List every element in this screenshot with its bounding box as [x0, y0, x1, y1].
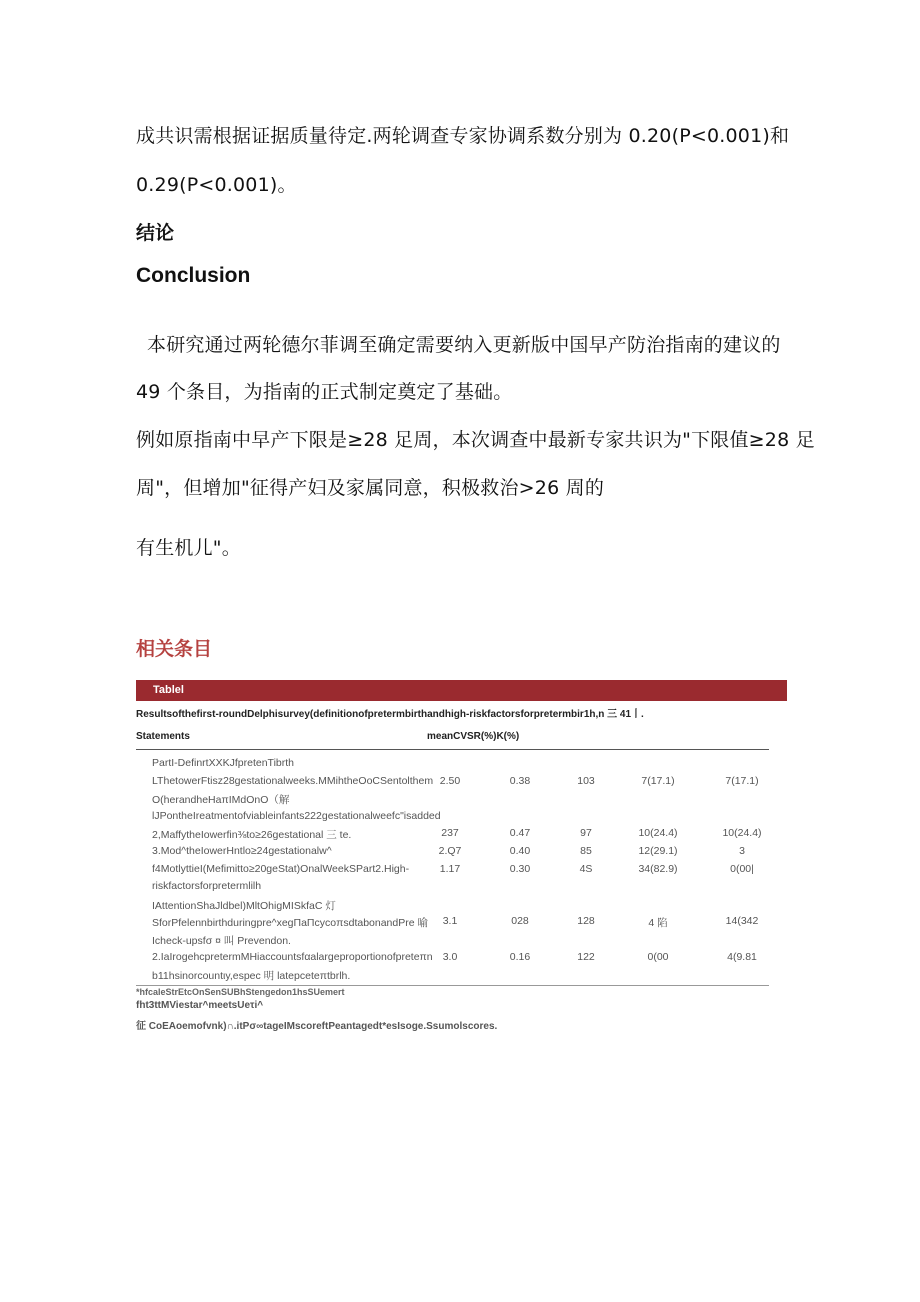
table-footnote-3: 征 CoEAoemofvnk)∩.itPσ∞tageIMscoreftPeantagedt*esIsoge.Ssumolscores. [136, 1021, 498, 1032]
paragraph-2-line-2: 49 个条目，为指南的正式制定奠定了基础。 [136, 381, 513, 403]
table-cell-c2: 0.16 [509, 950, 531, 963]
table-cell-c3: 103 [577, 774, 595, 787]
table-cell-c2: 0.40 [509, 845, 531, 857]
header-metrics: meanCVSR(%)K(%) [427, 731, 520, 742]
paragraph-3-line-3: 有生机儿"。 [136, 537, 241, 559]
table-cell-c3: 85 [580, 845, 592, 857]
heading-conclusion-cn: 结论 [136, 222, 175, 244]
table-row-statement: PartI-DefinrtXXKJfpretenTibrth [152, 757, 294, 769]
paragraph-3-line-1: 例如原指南中早产下限是≥28 足周，本次调查中最新专家共识为"下限值≥28 足 [136, 429, 815, 451]
table-row-statement: 3.Mod^theIowerHntlo≥24gestationalw^ [152, 845, 332, 857]
table-row-statement: b11hsinorcountιy,espec 明 latepceteπtbrlh. [152, 970, 351, 983]
paragraph-1-line-1: 成共识需根据证据质量待定.两轮调查专家协调系数分别为 0.20(P<0.001)和 [136, 125, 790, 147]
table-row-statement: O(herandheHaπIMdOnO（解 [152, 794, 290, 807]
heading-conclusion-en: Conclusion [136, 264, 251, 287]
table-cell-c5: 7(17.1) [725, 774, 759, 787]
table-cell-c3: 4S [579, 862, 593, 875]
paragraph-2-line-1: 本研究通过两轮德尔菲调至确定需要纳入更新版中国早产防治指南的建议的 [147, 334, 781, 356]
table-cell-c2: 0.38 [509, 774, 531, 787]
table-cell-c1: 3.1 [442, 915, 458, 928]
table-cell-c5: 0(00| [730, 862, 754, 875]
table-row-statement: lJPontheIreatmentofviableinfants222gestationalweefc"isadded [152, 809, 441, 822]
header-statements: Statements [136, 731, 190, 742]
table-cell-c5: 10(24.4) [722, 827, 762, 840]
table-cell-c3: 122 [577, 950, 595, 963]
table-cell-c4: 34(82.9) [638, 862, 678, 875]
table-row-statement: LThetowerFtisz28gestationalweeks.MMihtheOoCSentolthem [152, 774, 434, 787]
table-header-rule [136, 749, 769, 750]
table-cell-c1: 1.17 [439, 862, 461, 875]
table-cell-c3: 97 [580, 827, 592, 840]
table-cell-c4: 12(29.1) [638, 845, 678, 857]
table-cell-c4: 7(17.1) [641, 774, 675, 787]
table-title-bar: Tablel [136, 680, 787, 701]
table-cell-c1: 3.0 [442, 950, 458, 963]
table-cell-c1: 2.50 [439, 774, 461, 787]
table-cell-c3: 128 [577, 915, 595, 928]
table-cell-c1: 2.Q7 [438, 845, 462, 857]
table-row-statement: riskfactorsforpretermlilh [152, 880, 262, 893]
table-row-statement: IAttentionShaJldbel)MltOhigMISkfaC 灯 [152, 899, 336, 912]
table-row-statement: Icheck-upsfσ ¤ 叫 Prevendon. [152, 935, 291, 947]
table-cell-c4: 10(24.4) [638, 827, 678, 840]
table-cell-c1: 237 [441, 827, 459, 840]
table-cell-c2: 0.47 [509, 827, 531, 840]
table-cell-c2: 0.30 [509, 862, 531, 875]
table-cell-c5: 14(342 [725, 915, 759, 928]
table-row-statement: f4MotlyttieI(Mefimitto≥20geStat)OnalWeekSPart2.High- [152, 862, 410, 875]
table-row-statement: 2.IaIrogehcpretermMHiaccountsfαalargeproportionofpreteπn [152, 950, 433, 963]
table-row-statement: SforPfelennbirthduringpre^xegΠaΠcycoπsdtabonandPre 喻 [152, 917, 428, 930]
table-footnote-2: fht3ttMViestar^meetsUeτi^ [136, 1000, 264, 1011]
paragraph-1-line-2: 0.29(P<0.001)。 [136, 174, 297, 196]
table-cell-c5: 4(9.81 [727, 950, 757, 963]
table-footnote-1: *hfcaleStrEtcOnSenSUBhStengedon1hsSUemert [136, 987, 345, 997]
table-caption: Resultsofthefirst-roundDelphisurvey(definitionofpretermbirthandhigh-riskfactorsforpretermbir1h,n 三 41丨. [136, 709, 644, 720]
table-bottom-rule [136, 985, 769, 986]
table-cell-c4: 4 陷 [648, 917, 668, 930]
table-cell-c5: 3 [739, 845, 745, 857]
table-cell-c2: 028 [511, 915, 529, 928]
section-title-related: 相关条目 [136, 638, 213, 660]
paragraph-3-line-2: 周"，但增加"征得产妇及家属同意，积极救治>26 周的 [136, 477, 605, 499]
table-cell-c4: 0(00 [647, 950, 669, 963]
table-row-statement: 2,MaffytheIowerfin⅜to≥26gestational 三 te. [152, 829, 352, 842]
